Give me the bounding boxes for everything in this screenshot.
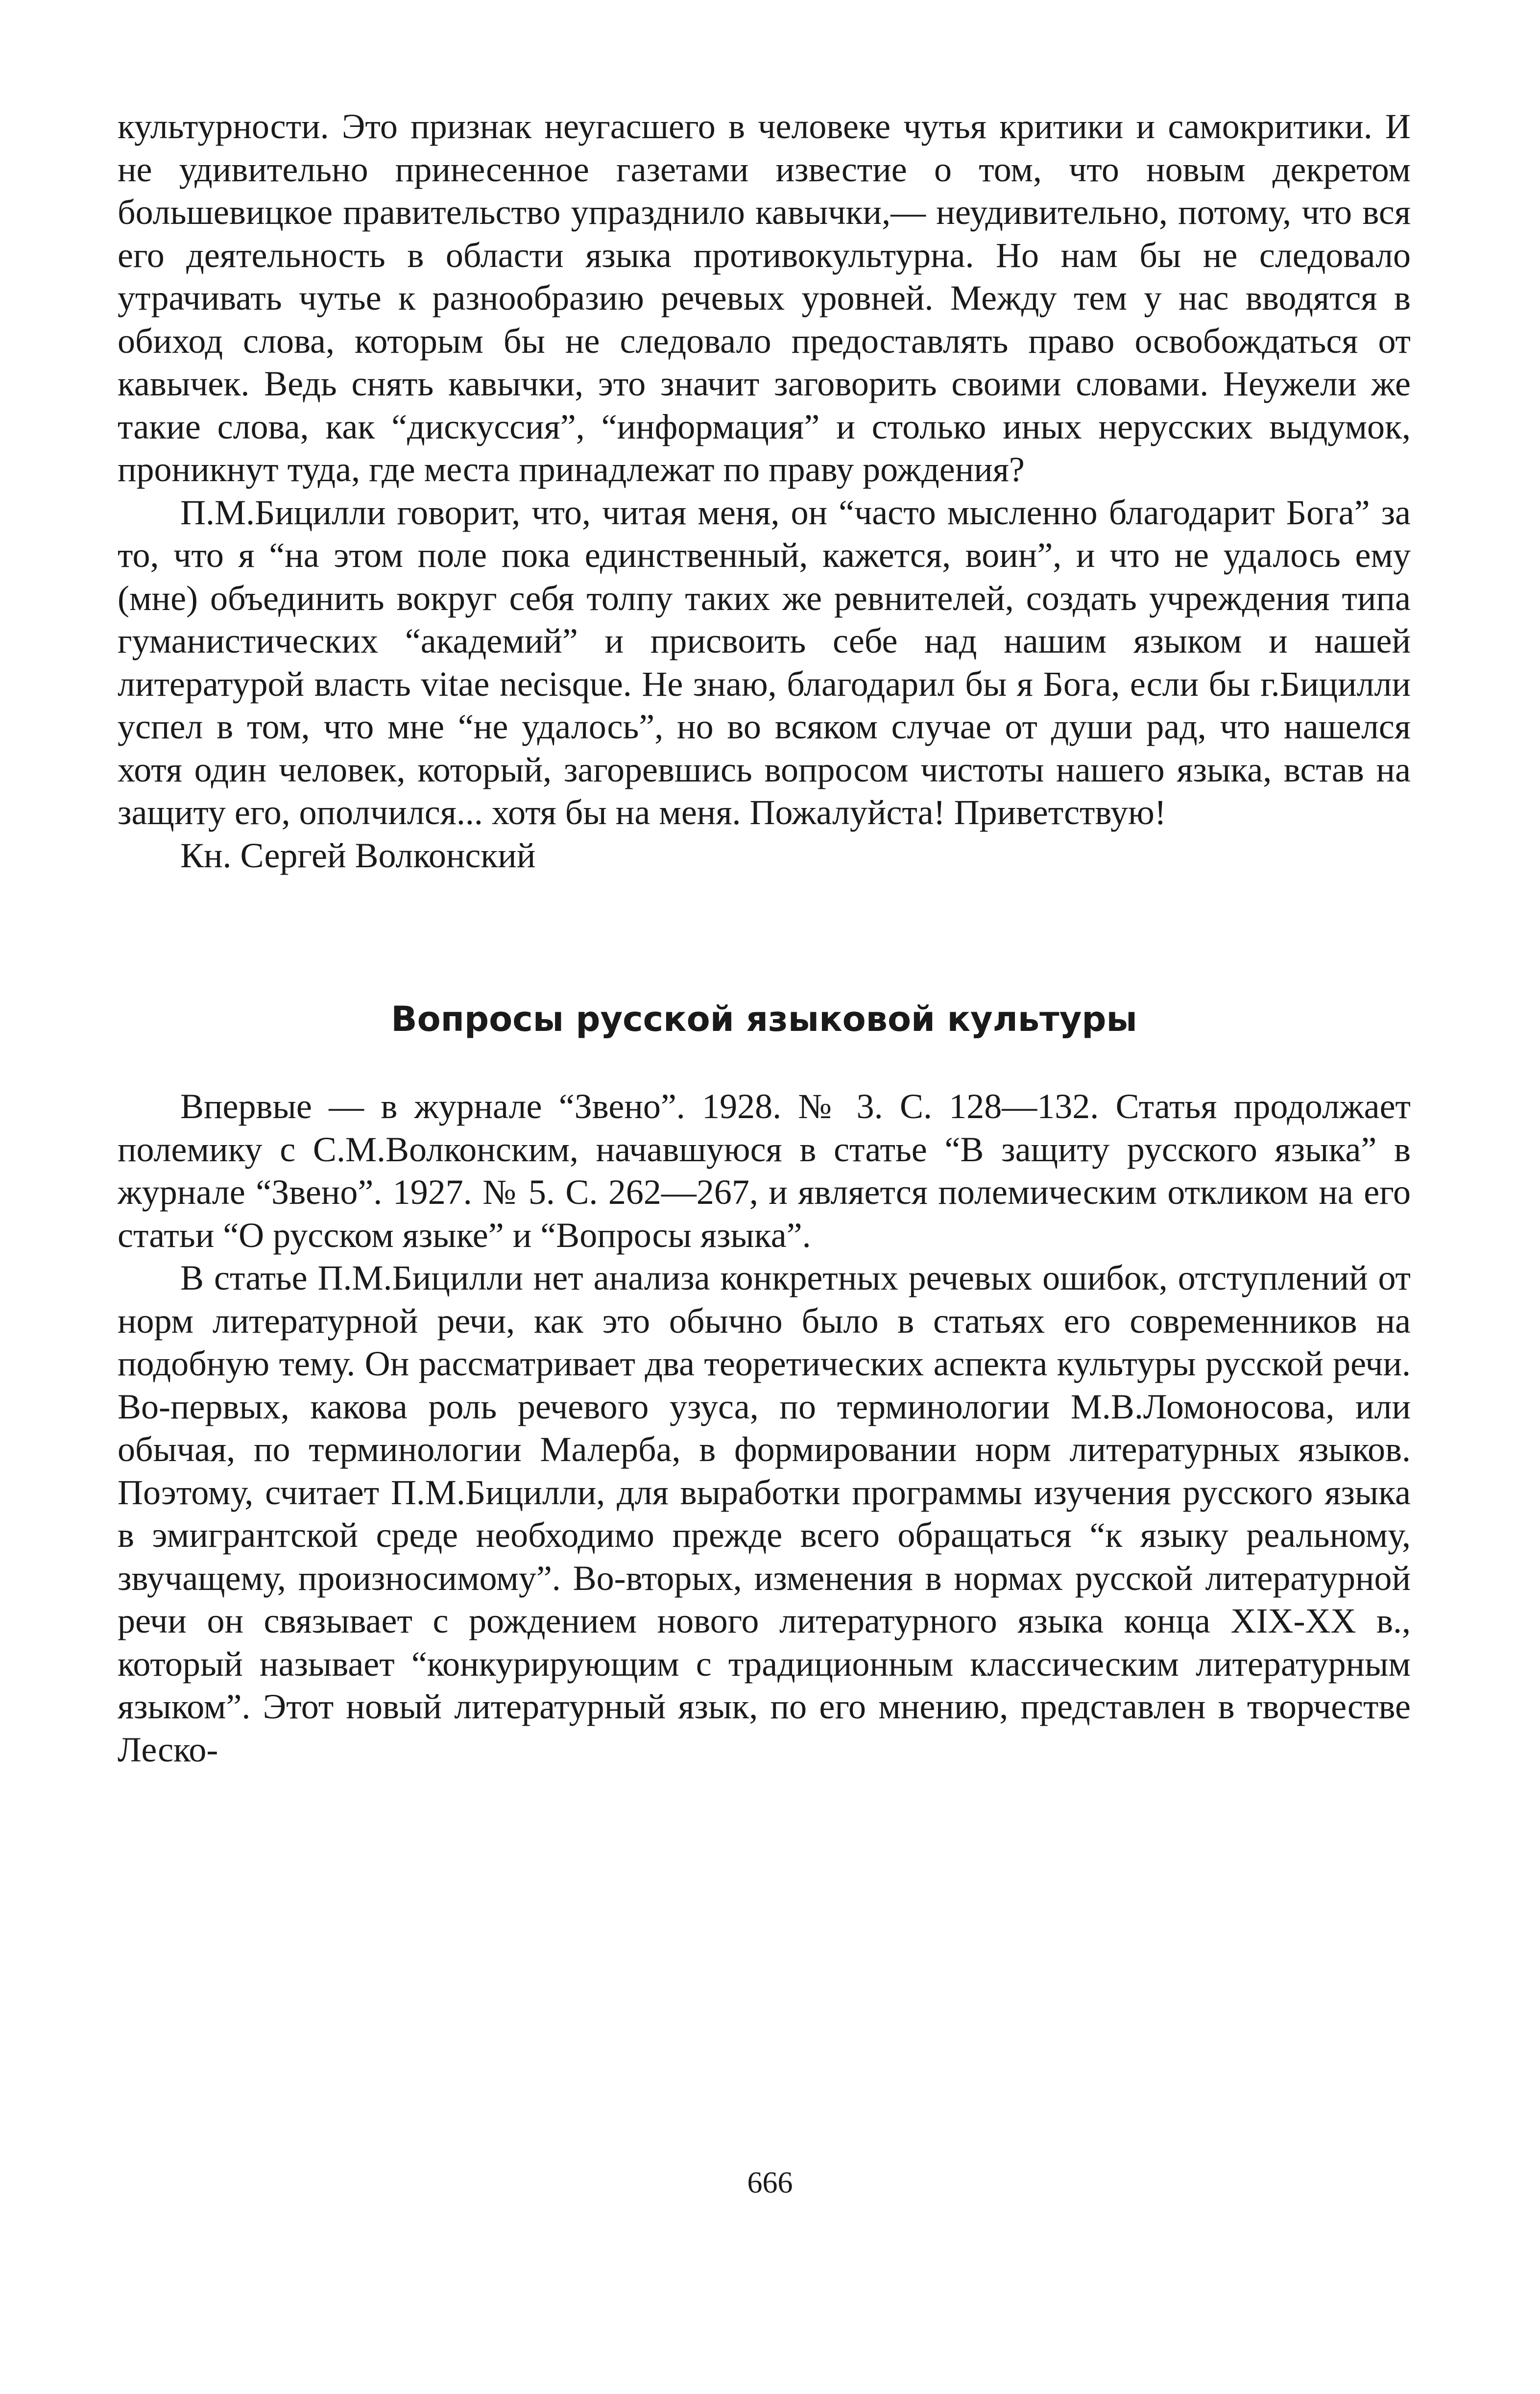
section-heading: Вопросы русской языковой культуры <box>391 999 1137 1039</box>
spacer <box>118 1044 1411 1085</box>
paragraph-volkonsky-1: культурности. Это признак неугасшего в человеке чутья критики и самокритики. И не удивительно принесенное газетами известие о том, что новым декретом большевицкое правительство упразднило кавычки,— неудивительно, потому, что вся его деятельность в области языка противокультурна. Но нам бы не следовало утрачивать чутье к разнообразию речевых уровней. Между тем у нас вводятся в обиход слова, которым бы не следовало предоставлять право освобождаться от кавычек. Ведь снять кавычки, это значит заговорить своими словами. Неужели же такие слова, как “дискуссия”, “информация” и столько иных нерусских выдумок, проникнут туда, где места принадлежат по праву рождения? <box>118 107 1411 489</box>
page-number: 666 <box>747 2166 793 2199</box>
paragraph-commentary-2: В статье П.М.Бицилли нет анализа конкретных речевых ошибок, отступлений от норм литературной речи, как это обычно было в статьях его современников на подобную тему. Он рассматривает два теоретических аспекта культуры русской речи. Во-первых, какова роль речевого узуса, по терминологии М.В.Ломоносова, или обычая, по терминологии Малерба, в формировании норм литературных языков. Поэтому, считает П.М.Бицилли, для выработки программы изучения русского языка в эмигрантской среде необходимо прежде всего обращаться “к языку реальному, звучащему, произносимому”. Во-вторых, изменения в нормах русской литературной речи он связывает с рождением нового литературного языка конца XIX-XX в., который называет “конкурирующим с традиционным классическим литературным языком”. Этот новый литературный язык, по его мнению, представлен в творчестве Леско- <box>118 1258 1411 1769</box>
spacer <box>118 877 1411 995</box>
paragraph-commentary-1: Впервые — в журнале “Звено”. 1928. № 3. С. 128—132. Статья продолжает полемику с С.М.Волконским, начавшуюся в статье “В защиту русского языка” в журнале “Звено”. 1927. № 5. С. 262—267, и является полемическим откликом на его статьи “О русском языке” и “Вопросы языка”. <box>118 1087 1411 1255</box>
page-body <box>118 105 1411 1771</box>
paragraph-volkonsky-2: П.М.Бицилли говорит, что, читая меня, он “часто мысленно благодарит Бога” за то, что я “на этом поле пока единственный, кажется, воин”, и что не удалось ему (мне) объединить вокруг себя толпу таких же ревнителей, создать учреждения типа гуманистических “академий” и присвоить себе над нашим языком и нашей литературой власть vitae necisque. Не знаю, благодарил бы я Бога, если бы г.Бицилли успел в том, что мне “не удалось”, но во всяком случае от души рад, что нашелся хотя один человек, который, загоревшись вопросом чистоты нашего языка, встав на защиту его, ополчился... хотя бы на меня. Пожалуйста! Приветствую! <box>118 492 1411 832</box>
signature: Кн. Сергей Волконский <box>180 835 536 875</box>
